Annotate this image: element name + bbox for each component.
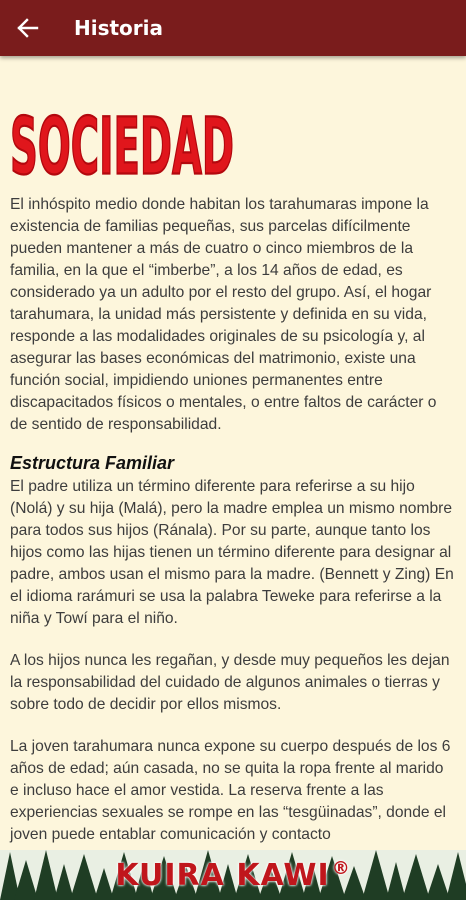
footer-banner [0,850,466,900]
arrow-back-icon [18,19,38,37]
brand-logo: KUIRA KAWI ® [115,858,351,893]
page-title: Historia [74,16,164,40]
app-bar [0,0,466,56]
article-content[interactable] [0,56,466,850]
family-paragraph: El padre utiliza un término diferente para referirse a su hijo (Nolá) y su hija (Malá), pero la madre emplea un mismo nombre para todos sus hijos (Ránala). Por su parte, aunque tanto los hijos como las hijas tienen un término diferente para designar al padre, ambos usan el mismo para la madre. (Bennett y Zing) En el idioma rarámuri se usa la palabra Teweke para referirse a la niña y Towí para el niño. [10,478,454,627]
youth-paragraph: La joven tarahumara nunca expone su cuerpo después de los 6 años de edad; aún casada, no se quita la ropa frente al marido e incluso hace el amor vestida. La reserva frente a las experiencias sexuales se rompe en las “tesgüinadas”, donde el joven puede entablar comunicación y contacto [10,738,451,843]
back-button[interactable] [0,0,56,56]
children-paragraph: A los hijos nunca les regañan, y desde muy pequeños les dejan la responsabilidad del cuidado de algunos animales o tierras y sobre todo de decidir por ellos mismos. [10,652,450,713]
hero-title [10,70,466,193]
hero-title-text: SOCIEDAD [10,100,234,193]
section-heading: Estructura Familiar [10,453,175,473]
intro-paragraph: El inhóspito medio donde habitan los tarahumaras impone la existencia de familias pequeñas, sus parcelas difícilmente pueden mantener a más de cuatro o cinco miembros de la familia, en la que el “imberbe”, a los 14 años de edad, es considerado ya un adulto por el resto del grupo. Así, el hogar tarahumara, la unidad más persistente y definida en su vida, responde a las modalidades originales de su psicología y, al asegurar las bases económicas del matrimonio, existe una función social, impidiendo uniones permanentes entre discapacitados físicos o mentales, o entre faltos de carácter o de sentido de responsabilidad. [10,196,437,433]
